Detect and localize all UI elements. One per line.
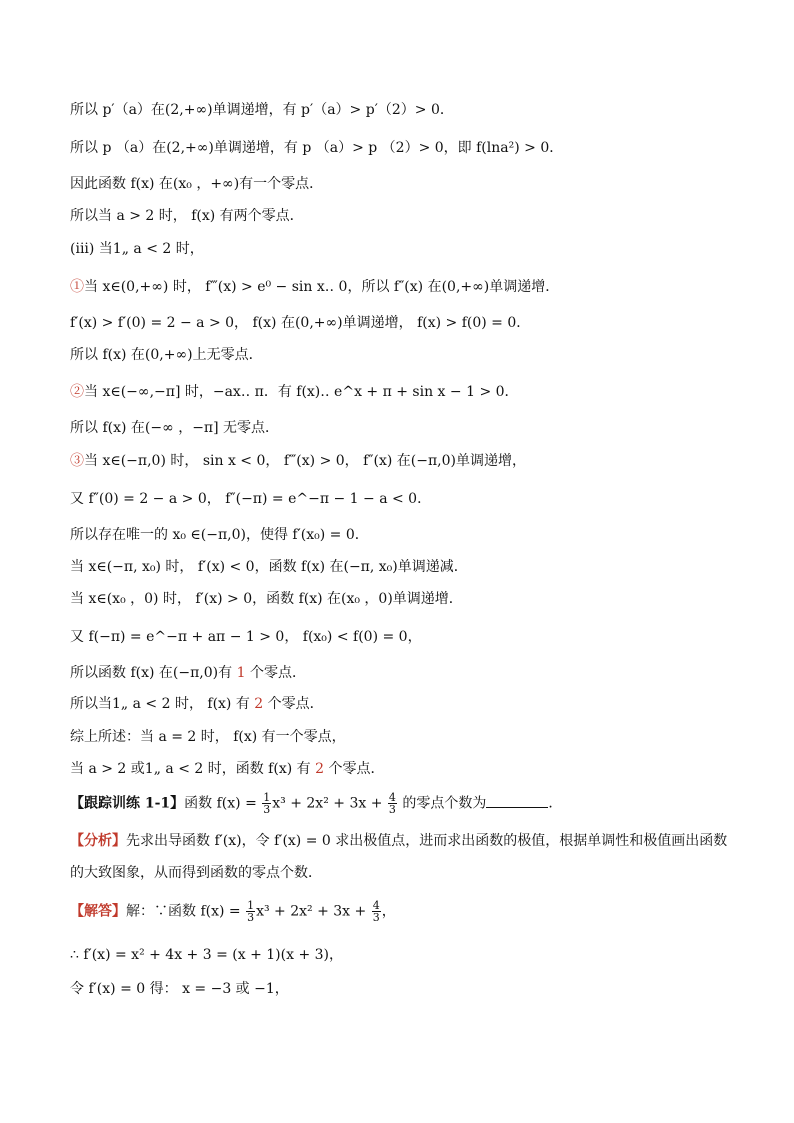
analysis-line-2: 的大致图象，从而得到函数的零点个数． — [70, 865, 322, 881]
highlight-number: 1 — [236, 665, 246, 681]
analysis-line-1: 【分析】先求出导函数 f′(x)，令 f′(x) = 0 求出极值点，进而求出函数的极值，根据单调性和极值画出函数 — [70, 833, 728, 849]
text-line-19: 综上所述：当 a = 2 时， f(x) 有一个零点， — [70, 729, 346, 745]
fraction-one-third: $\frac{1}{3}$ — [247, 899, 255, 924]
circled-number-1: ① — [70, 279, 84, 295]
text-line-5: (iii) 当1„ a < 2 时， — [70, 241, 204, 257]
text-line-10: 所以 f(x) 在(−∞ ，−π] 无零点． — [70, 420, 280, 436]
text-line-14: 当 x∈(−π, x₀) 时， f′(x) < 0，函数 f(x) 在(−π, x₀)单调递减． — [70, 559, 468, 575]
text-line-9: ②当 x∈(−∞,−π] 时，−ax‥ π．有 f(x)‥ e^x + π + sin x − 1 > 0． — [70, 384, 519, 400]
circled-number-3: ③ — [70, 453, 84, 469]
text-line-4: 所以当 a > 2 时， f(x) 有两个零点． — [70, 208, 304, 224]
analysis-tag: 【分析】 — [70, 833, 126, 849]
answer-line-3: 令 f′(x) = 0 得： x = −3 或 −1， — [70, 981, 289, 997]
text-line-1: 所以 p′（a）在(2,+∞)单调递增，有 p′（a）> p′（2）> 0． — [70, 102, 454, 118]
answer-tag: 【解答】 — [70, 903, 126, 920]
highlight-number: 2 — [315, 761, 325, 777]
text-line-13: 所以存在唯一的 x₀ ∈(−π,0)，使得 f′(x₀) = 0． — [70, 527, 369, 543]
fraction-four-thirds: $\frac{4}{3}$ — [388, 791, 396, 816]
problem-statement: 【跟踪训练 1-1】函数 f(x) = $\frac{1}{3}$ x³ + 2x² + 3x + $\frac{4}{3}$ 的零点个数为 ． — [70, 791, 563, 816]
text-line-8: 所以 f(x) 在(0,+∞)上无零点． — [70, 347, 263, 363]
answer-line-2: ∴ f′(x) = x² + 4x + 3 = (x + 1)(x + 3)， — [70, 947, 343, 963]
text-line-15: 当 x∈(x₀ ，0) 时， f′(x) > 0，函数 f(x) 在(x₀ ，0)单调递增． — [70, 591, 463, 607]
text-line-7: f′(x) > f′(0) = 2 − a > 0， f(x) 在(0,+∞)单调递增， f(x) > f(0) = 0． — [70, 315, 531, 331]
fraction-one-third: $\frac{1}{3}$ — [263, 791, 271, 816]
fraction-four-thirds: $\frac{4}{3}$ — [372, 899, 380, 924]
circled-number-2: ② — [70, 384, 84, 400]
text-line-11: ③当 x∈(−π,0) 时， sin x < 0， f‴(x) > 0， f″(x) 在(−π,0)单调递增， — [70, 453, 526, 469]
text-line-20: 当 a > 2 或1„ a < 2 时，函数 f(x) 有 2 个零点． — [70, 761, 385, 777]
text-line-6: ①当 x∈(0,+∞) 时， f‴(x) > e⁰ − sin x‥ 0，所以 f″(x) 在(0,+∞)单调递增． — [70, 279, 560, 295]
text-line-17: 所以函数 f(x) 在(−π,0)有 1 个零点． — [70, 665, 306, 681]
text-line-3: 因此函数 f(x) 在(x₀ ，+∞)有一个零点． — [70, 176, 324, 192]
text-line-2: 所以 p （a）在(2,+∞)单调递增，有 p （a）> p （2）> 0，即 f(lna²) > 0． — [70, 140, 564, 156]
answer-line-1: 【解答】解：∵函数 f(x) = $\frac{1}{3}$ x³ + 2x² + 3x + $\frac{4}{3}$ ， — [70, 899, 396, 924]
text-line-16: 又 f(−π) = e^−π + aπ − 1 > 0， f(x₀) < f(0) = 0， — [70, 629, 422, 645]
text-line-12: 又 f″(0) = 2 − a > 0， f″(−π) = e^−π − 1 − a < 0． — [70, 491, 432, 507]
problem-tag: 【跟踪训练 1-1】 — [70, 795, 185, 812]
text-line-18: 所以当1„ a < 2 时， f(x) 有 2 个零点． — [70, 696, 324, 712]
answer-blank — [486, 795, 548, 808]
highlight-number: 2 — [254, 696, 264, 712]
